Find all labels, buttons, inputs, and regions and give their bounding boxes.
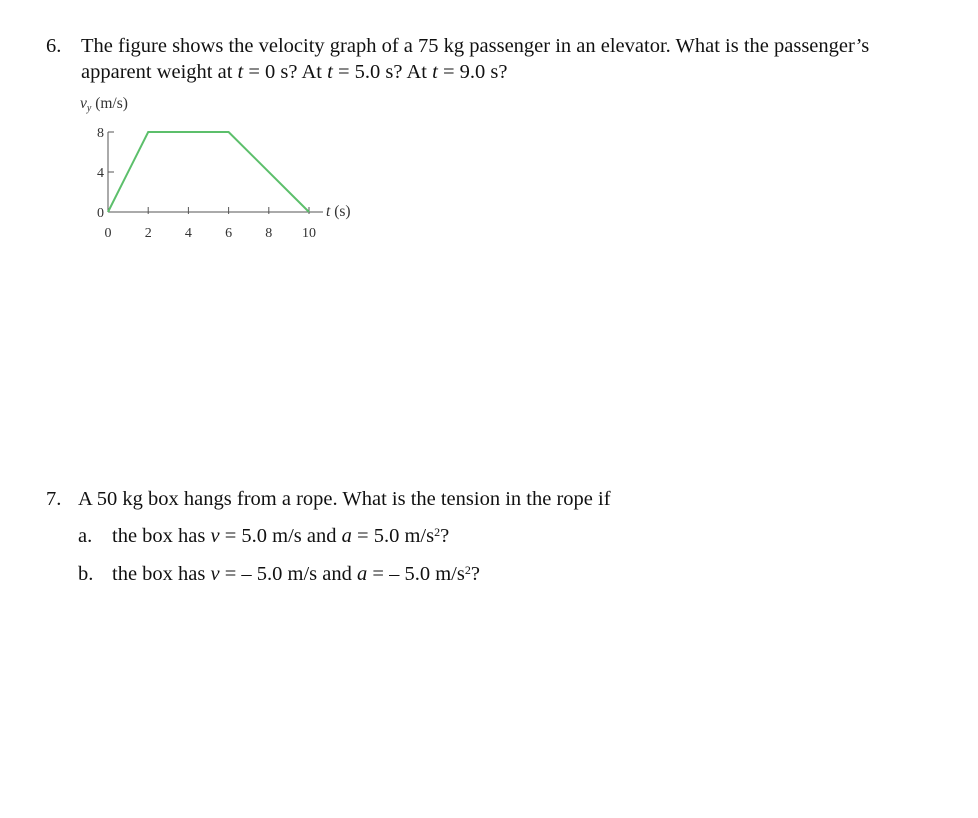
question-6-number: 6.: [46, 35, 62, 57]
y-tick-label: 0: [97, 206, 104, 221]
question-7a-label: a.: [78, 525, 93, 547]
x-tick-label: 4: [184, 226, 192, 241]
question-6-line-1: The figure shows the velocity graph of a 75 kg passenger in an elevator. What is the passenger’s: [81, 35, 870, 57]
question-7a-text: the box has v = 5.0 m/s and a = 5.0 $m/s^2$?: [112, 525, 450, 547]
question-7b-label: b.: [78, 563, 94, 585]
question-6-text: [81, 33, 961, 85]
v-variable: v: [210, 525, 220, 547]
a-variable: a: [357, 563, 368, 585]
x-tick-label: 2: [144, 226, 152, 241]
question-7b-text: the box has v = – 5.0 m/s and a = – 5.0 $m/s^2$?: [112, 563, 480, 585]
x-tick-label: 10: [302, 226, 316, 241]
a-variable: a: [341, 525, 352, 547]
y-tick-label: 8: [97, 126, 104, 141]
x-tick-label: 8: [265, 226, 273, 241]
t-variable: t: [432, 61, 438, 83]
velocity-graph: [70, 90, 370, 250]
t-variable: t: [327, 61, 333, 83]
y-tick-label: 4: [97, 166, 104, 181]
v-variable: v: [210, 563, 220, 585]
question-7-text: A 50 kg box hangs from a rope. What is the tension in the rope if: [78, 488, 611, 510]
x-tick-label: 6: [225, 226, 233, 241]
question-7-number: 7.: [46, 488, 62, 510]
axis-ticks: [97, 126, 316, 241]
velocity-line: [108, 132, 309, 212]
x-tick-label: 0: [104, 226, 112, 241]
t-variable: t: [237, 61, 244, 83]
question-6-line-2: apparent weight at t = 0 s? At t = 5.0 s? At t = 9.0 s?: [81, 61, 508, 83]
y-axis-label: vy (m/s): [80, 95, 128, 114]
x-axis-label: t (s): [326, 203, 351, 220]
